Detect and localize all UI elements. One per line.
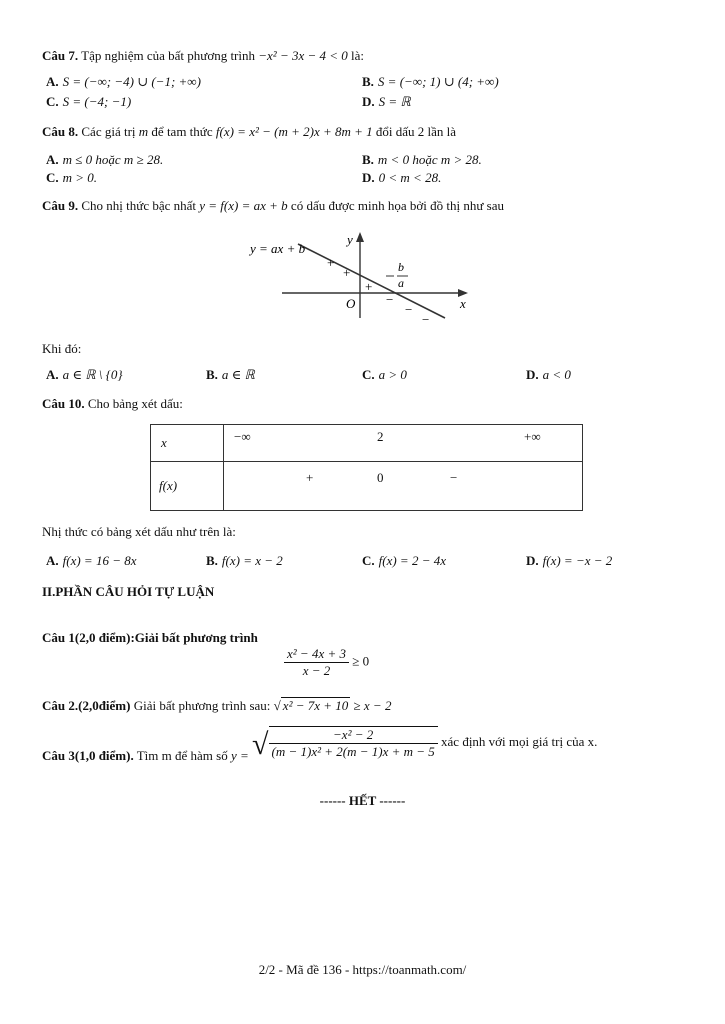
q9-expr: y = f(x) = ax + b xyxy=(199,198,288,213)
pos-infinity: +∞ xyxy=(524,429,541,444)
q9-option-a[interactable]: A. a ∈ ℝ \ {0} xyxy=(46,367,123,382)
q7-option-a[interactable]: A. S = (−∞; −4) ∪ (−1; +∞) xyxy=(46,74,201,89)
radicand: x² − 7x + 10 xyxy=(282,698,349,713)
q7-tail: là: xyxy=(351,48,365,63)
origin-label: O xyxy=(346,296,356,311)
q10-option-b[interactable]: B. f(x) = x − 2 xyxy=(206,553,283,568)
minus-sign: − xyxy=(405,302,413,317)
denominator: x − 2 xyxy=(302,663,331,678)
q9-sign-graph xyxy=(240,226,480,326)
numerator: −x² − 2 xyxy=(269,727,438,744)
end-marker: ------ HẾT ------ xyxy=(319,793,406,808)
q7-text: Tập nghiệm của bất phương trình xyxy=(81,48,255,63)
y-label: y xyxy=(347,232,353,247)
minus-sign: − xyxy=(450,470,458,485)
root-numerator: b xyxy=(398,260,404,274)
q10-option-c[interactable]: C. f(x) = 2 − 4x xyxy=(362,553,446,568)
q7-option-c[interactable]: C. S = (−4; −1) xyxy=(46,94,132,109)
fraction xyxy=(269,726,438,760)
q10-option-a[interactable]: A. f(x) = 16 − 8x xyxy=(46,553,137,568)
question-9: Câu 9. Cho nhị thức bậc nhất y = f(x) = ax + b có dấu được minh họa bởi đồ thị như sau xyxy=(42,198,504,213)
q9-option-b[interactable]: B. a ∈ ℝ xyxy=(206,367,255,382)
q8-expr: f(x) = x² − (m + 2)x + 8m + 1 xyxy=(215,124,373,139)
relation: ≥ 0 xyxy=(352,653,370,669)
q9-label: Câu 9. xyxy=(42,198,79,213)
essay-1-label: Câu 1(2,0 điểm):Giải bất phương trình xyxy=(42,630,258,645)
essay-3: Câu 3(1,0 điểm). Tìm m để hàm số y = √ $\frac{\text{−x² − 2}}{\text{(m − 1)x² + 2(m − 1)x + m − 5}}$ xác định với mọi giá trị của x. xyxy=(42,727,598,763)
essay-2-label: Câu 2.(2,0điểm) xyxy=(42,698,131,713)
sign-table xyxy=(150,424,583,511)
q9-option-c[interactable]: C. a > 0 xyxy=(362,367,407,382)
q8-option-b[interactable]: B. m < 0 hoặc m > 28. xyxy=(362,152,482,167)
q8-option-c[interactable]: C. m > 0. xyxy=(46,170,98,185)
y-axis-arrow xyxy=(356,232,364,242)
plus-sign: + xyxy=(365,279,373,294)
sign-table-row-x xyxy=(151,425,583,462)
question-10: Câu 10. Cho bảng xét dấu: xyxy=(42,396,183,411)
neg-infinity: −∞ xyxy=(234,429,251,444)
minus-sign: − xyxy=(386,292,394,307)
sign-table-row-fx xyxy=(151,462,583,511)
q9-prompt: Khi đó: xyxy=(42,341,82,356)
essay-3-label: Câu 3(1,0 điểm). xyxy=(42,747,134,763)
row-fx-signs xyxy=(224,462,583,511)
plus-sign: + xyxy=(343,265,351,280)
sqrt-sign: √ xyxy=(252,727,269,761)
row-x-values xyxy=(224,425,583,462)
q10-label: Câu 10. xyxy=(42,396,85,411)
zero-value: 0 xyxy=(377,470,384,485)
root-denominator: a xyxy=(398,276,404,290)
line-label: y = ax + b xyxy=(250,241,306,256)
numerator: x² − 4x + 3 xyxy=(284,646,349,663)
fraction xyxy=(284,646,349,679)
plus-sign: + xyxy=(306,470,314,485)
x-label: x xyxy=(460,296,466,311)
essay-1-expression xyxy=(284,646,369,679)
minus-sign: − xyxy=(422,312,430,326)
row-head-x: x xyxy=(151,425,224,462)
q8-option-d[interactable]: D. 0 < m < 28. xyxy=(362,170,442,185)
q7-label: Câu 7. xyxy=(42,48,79,63)
root-value: 2 xyxy=(377,429,384,444)
denominator: (m − 1)x² + 2(m − 1)x + m − 5 xyxy=(271,744,435,759)
q8-label: Câu 8. xyxy=(42,124,79,139)
q7-expr: −x² − 3x − 4 < 0 xyxy=(258,48,348,63)
q7-option-d[interactable]: D. S = ℝ xyxy=(362,94,411,109)
section-heading: II.PHẦN CÂU HỎI TỰ LUẬN xyxy=(42,584,215,599)
page-footer: 2/2 - Mã đề 136 - https://toanmath.com/ xyxy=(258,962,467,977)
q9-option-d[interactable]: D. a < 0 xyxy=(526,367,571,382)
q8-option-a[interactable]: A. m ≤ 0 hoặc m ≥ 28. xyxy=(46,152,164,167)
essay-2-expression: √ x² − 7x + 10 ≥ x − 2 xyxy=(273,698,392,713)
plus-sign: + xyxy=(327,255,335,270)
q10-option-d[interactable]: D. f(x) = −x − 2 xyxy=(526,553,613,568)
q10-prompt: Nhị thức có bảng xét dấu như trên là: xyxy=(42,524,236,539)
q7-option-b[interactable]: B. S = (−∞; 1) ∪ (4; +∞) xyxy=(362,74,499,89)
essay-2: Câu 2.(2,0điểm) Giải bất phương trình sau: √ x² − 7x + 10 ≥ x − 2 xyxy=(42,698,392,713)
question-7 xyxy=(42,48,364,64)
row-head-fx: f(x) xyxy=(151,462,224,511)
question-8: Câu 8. Các giá trị m để tam thức f(x) = x² − (m + 2)x + 8m + 1 đổi dấu 2 lần là xyxy=(42,124,457,139)
